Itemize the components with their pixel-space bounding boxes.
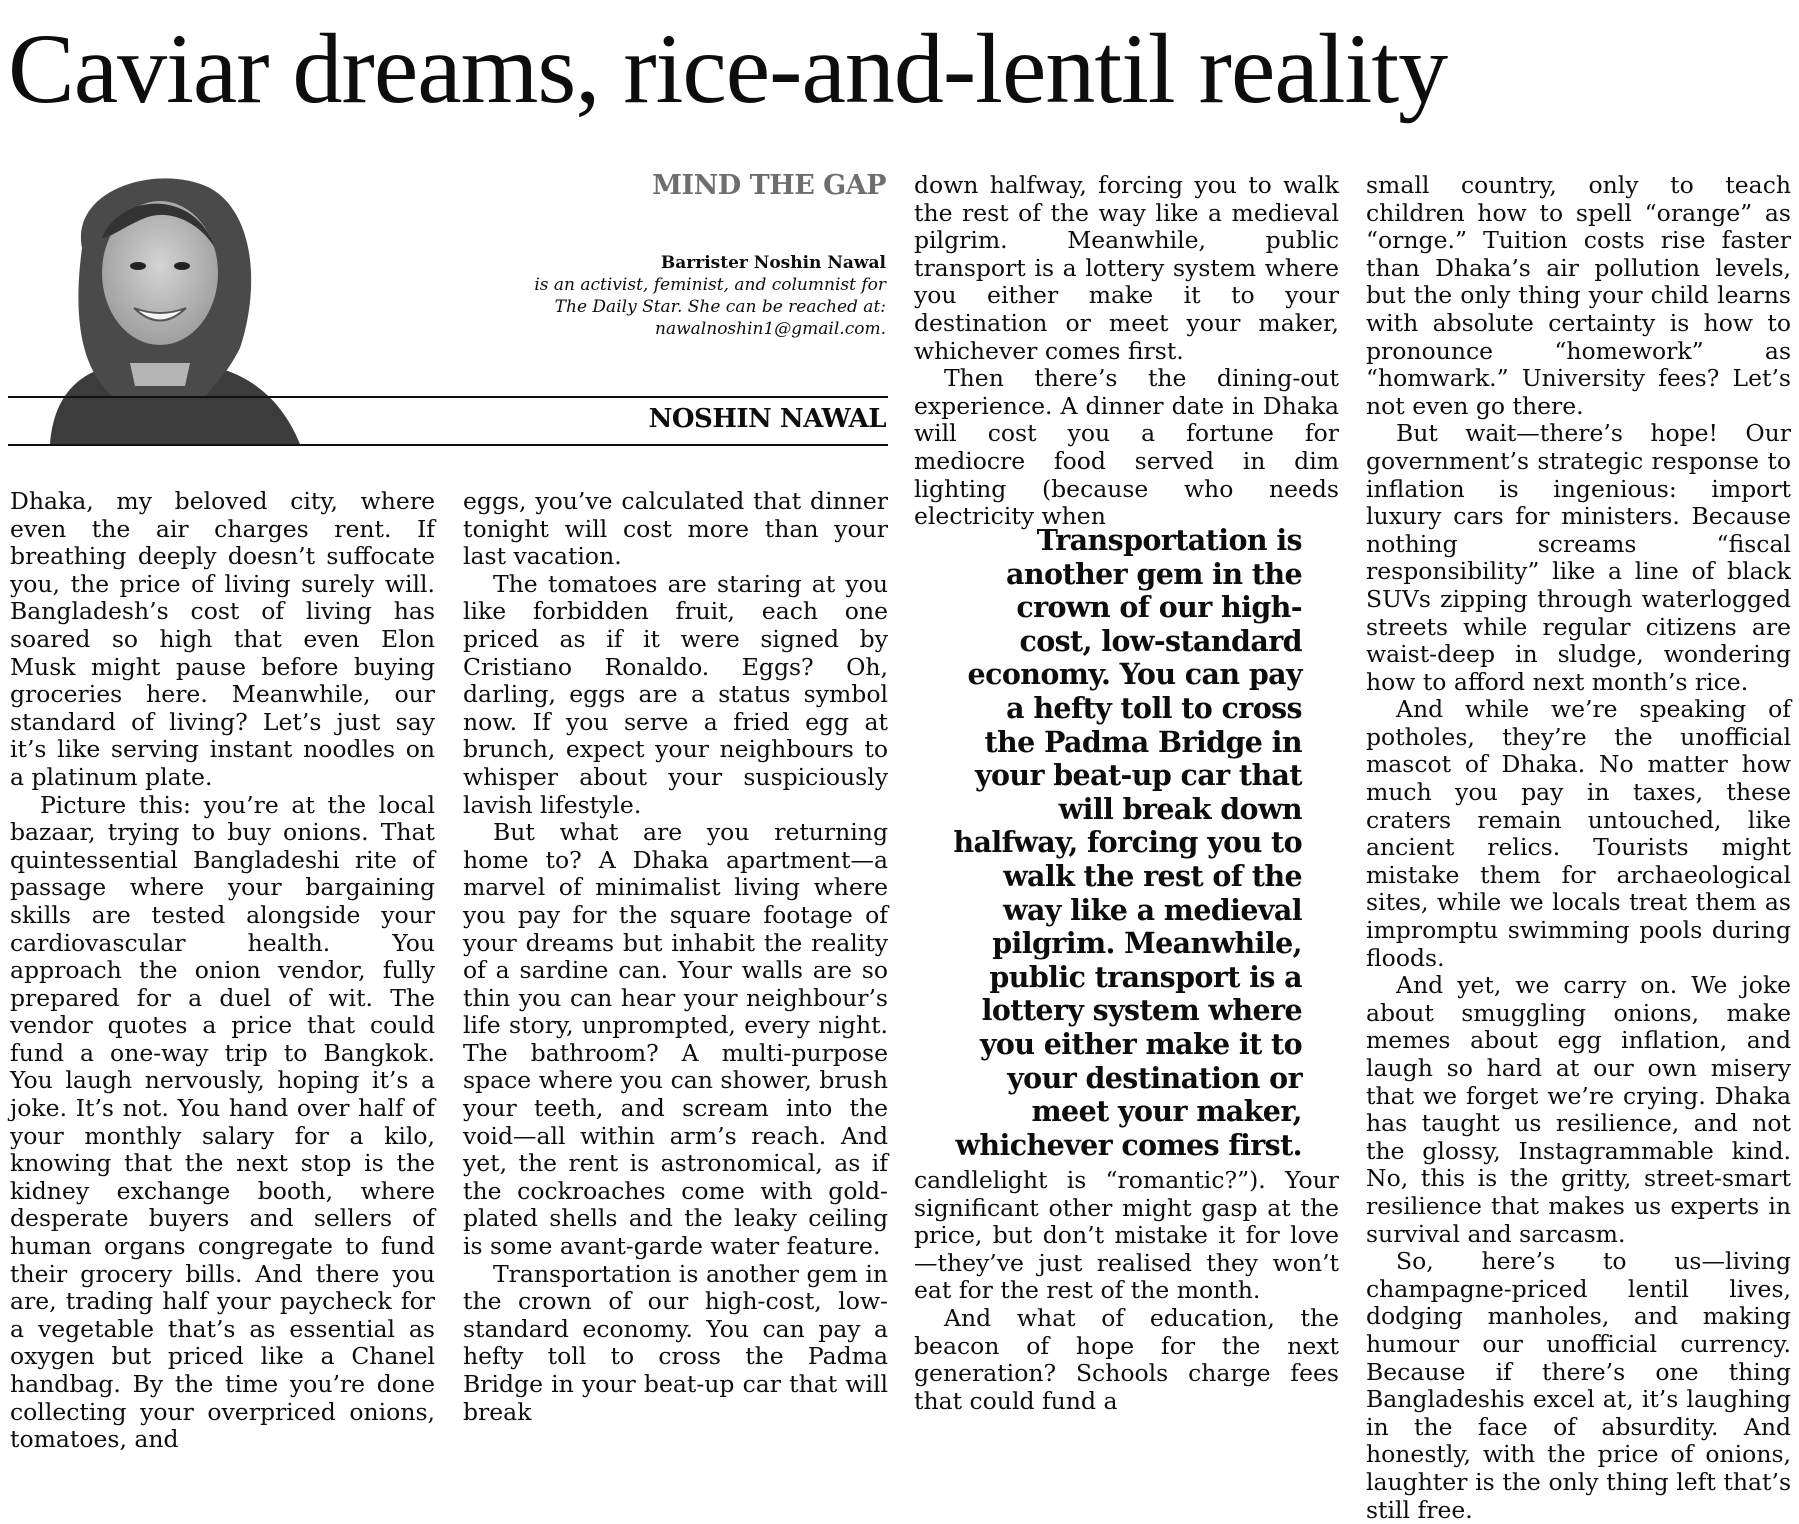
paragraph: small country, only to teach children how to spell “orange” as “ornge.” Tuition costs rise faster than Dhaka’s air pollution levels, but the only thing your child learns with absolute certainty is how to pronounce “homework” as “homwark.” University fees? Let’s not even go there. bbox=[1366, 171, 1791, 420]
paragraph: eggs, you’ve calculated that dinner tonight will cost more than your last vacation. bbox=[463, 487, 888, 571]
paragraph: And while we’re speaking of potholes, they’re the unofficial mascot of Dhaka. No matter how much you pay in taxes, these craters remain untouched, like ancient relics. Tourists might mistake them for archaeological sites, while we locals treat them as impromptu swimming pools during floods. bbox=[1366, 695, 1791, 972]
column-2 bbox=[463, 488, 888, 1426]
paragraph: But what are you returning home to? A Dhaka apartment—a marvel of minimalist living where you pay for the square footage of your dreams but inhabit the reality of a sardine can. Your walls are so thin you can hear your neighbour’s life story, unprompted, every night. The bathroom? A multi-purpose space where you can shower, brush your teeth, and scream into the void—all within arm’s reach. And yet, the rent is astronomical, as if the cockroaches come with gold-plated shells and the leaky ceiling is some avant-garde water feature. bbox=[463, 818, 888, 1261]
paragraph: And what of education, the beacon of hope for the next generation? Schools charge fees that could fund a bbox=[914, 1303, 1339, 1415]
column-3-bottom bbox=[914, 1167, 1339, 1415]
paragraph: down halfway, forcing you to walk the rest of the way like a medieval pilgrim. Meanwhile, public transport is a lottery system where you either make it to your destination or meet your maker, whichever comes first. bbox=[914, 171, 1339, 365]
column-4 bbox=[1366, 172, 1791, 1524]
byline-rule-bottom bbox=[8, 444, 888, 446]
bio-line-1: is an activist, feminist, and columnist for bbox=[534, 275, 886, 295]
paragraph: But wait—there’s hope! Our government’s strategic response to inflation is ingenious: import luxury cars for ministers. Because nothing screams “fiscal responsibility” like a line of black SUVs zipping through waterlogged streets while regular citizens are waist-deep in sludge, wondering how to afford next month’s rice. bbox=[1366, 419, 1791, 696]
paragraph: candlelight is “romantic?”). Your significant other might gasp at the price, but don’t mistake it for love—they’ve just realised they won’t eat for the rest of the month. bbox=[914, 1166, 1339, 1305]
column-3-top bbox=[914, 172, 1339, 531]
byline: NOSHIN NAWAL bbox=[648, 404, 886, 434]
paragraph: The tomatoes are staring at you like forbidden fruit, each one priced as if it were signed by Cristiano Ronaldo. Eggs? Oh, darling, eggs are a status symbol now. If you serve a fried egg at brunch, expect your neighbours to whisper about your suspiciously lavish lifestyle. bbox=[463, 569, 888, 819]
section-label: MIND THE GAP bbox=[652, 170, 886, 201]
bio-name: Barrister Noshin Nawal bbox=[660, 253, 886, 273]
byline-rule-top bbox=[8, 396, 888, 398]
paragraph: Transportation is another gem in the crown of our high-cost, low-standard economy. You can pay a hefty toll to cross the Padma Bridge in your beat-up car that will break bbox=[463, 1259, 888, 1426]
paragraph: Picture this: you’re at the local bazaar, trying to buy onions. That quintessential Bangladeshi rite of passage where your bargaining skills are tested alongside your cardiovascular health. You approach the onion vendor, fully prepared for a duel of wit. The vendor quotes a price that could fund a one-way trip to Bangkok. You laugh nervously, hoping it’s a joke. It’s not. You hand over half of your monthly salary for a kilo, knowing that the next stop is the kidney exchange booth, where desperate buyers and sellers of human organs congregate to fund their grocery bills. And there you are, trading half your paycheck for a vegetable that’s as essential as oxygen but priced like a Chanel handbag. By the time you’re done collecting your overpriced onions, tomatoes, and bbox=[10, 790, 435, 1454]
paragraph: So, here’s to us—living champagne-priced lentil lives, dodging manholes, and making humour our unofficial currency. Because if there’s one thing Bangladeshis excel at, it’s laughing in the face of absurdity. And honestly, with the price of onions, laughter is the only thing left that’s still free. bbox=[1366, 1247, 1791, 1524]
paragraph: And yet, we carry on. We joke about smuggling onions, make memes about egg inflation, and laugh so hard at our own misery that we forget we’re crying. Dhaka has taught us resilience, and not the glossy, Instagrammable kind. No, this is the gritty, street-smart resilience that makes us experts in survival and sarcasm. bbox=[1366, 971, 1791, 1248]
headline: Caviar dreams, rice-and-lentil reality bbox=[8, 13, 1448, 124]
author-bio bbox=[470, 252, 886, 340]
bio-email: nawalnoshin1@gmail.com. bbox=[655, 319, 886, 339]
paragraph: Then there’s the dining-out experience. A dinner date in Dhaka will cost you a fortune for mediocre food served in dim lighting (because who needs electricity when bbox=[914, 364, 1339, 531]
paragraph: Dhaka, my beloved city, where even the air charges rent. If breathing deeply doesn’t suffocate you, the price of living surely will. Bangladesh’s cost of living has soared so high that even Elon Musk might pause before buying groceries here. Meanwhile, our standard of living? Let’s just say it’s like serving instant noodles on a platinum plate. bbox=[10, 487, 435, 791]
author-photo bbox=[10, 168, 310, 444]
column-1 bbox=[10, 488, 435, 1454]
bio-line-2: The Daily Star. She can be reached at: bbox=[554, 297, 886, 317]
pull-quote: Transportation is another gem in the crown of our high-cost, low-standard economy. You can pay a hefty toll to cross the Padma Bridge in your beat-up car that will break down halfway, forcing you to walk the rest of the way like a medieval pilgrim. Meanwhile, public transport is a lottery system where you either make it to your destination or meet your maker, whichever comes first. bbox=[953, 523, 1302, 1162]
